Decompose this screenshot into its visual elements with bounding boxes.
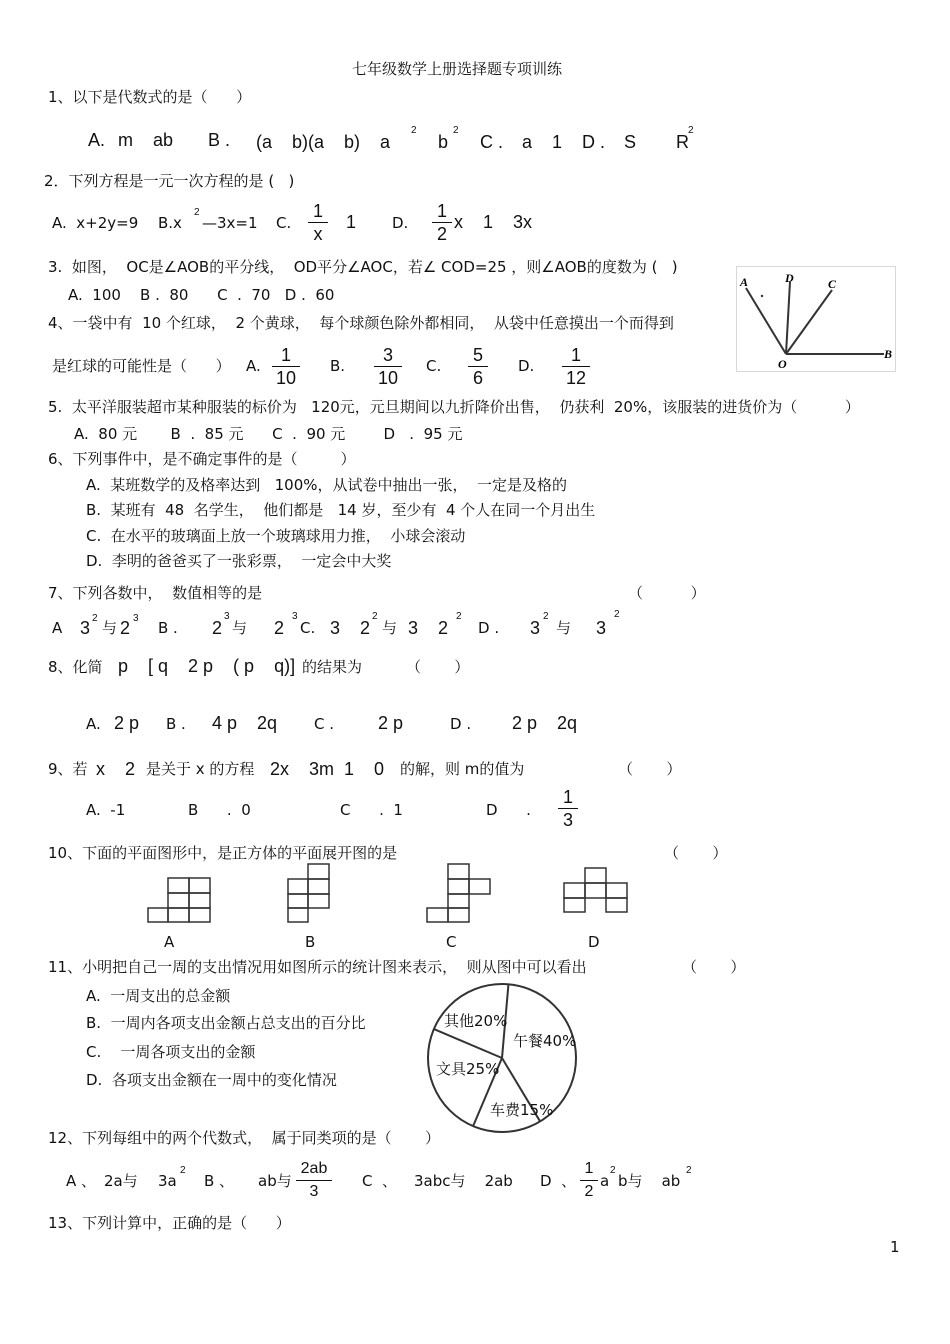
q12-d-label: D 、	[540, 1172, 577, 1190]
q3-figure-border	[737, 267, 896, 372]
q12-b-denominator: 3	[309, 1183, 319, 1200]
pie-label-stationery-name: 文具	[436, 1060, 467, 1078]
q6-option-b: B. 某班有 48 名学生， 他们都是 14 岁，至少有 4 个人在同一个月出生	[86, 501, 596, 519]
q1-c-expr: a 1	[522, 132, 563, 152]
q4-c-denominator: 6	[472, 368, 483, 388]
net-a-cell	[168, 878, 189, 893]
q3-dot	[761, 295, 763, 297]
q1-b-exp1: 2	[411, 125, 417, 136]
q12-c-terms: 3abc与 2ab	[414, 1172, 513, 1190]
q1-d-expr: S R	[624, 132, 690, 152]
net-c-cell	[448, 894, 469, 908]
q2-option-c-fraction	[308, 201, 328, 244]
net-b-cell	[288, 908, 308, 922]
q4-c-numerator: 5	[472, 345, 483, 365]
q8-a-expr: 2 p	[114, 713, 140, 733]
q11-option-a: A. 一周支出的总金额	[86, 987, 231, 1005]
q8-answer-paren: （ ）	[406, 658, 470, 676]
q12-b-label: B 、	[204, 1172, 235, 1190]
q9-d-numerator: 1	[562, 787, 573, 807]
q7-a-base1: 3	[80, 618, 91, 638]
q7-a-base2: 2	[120, 618, 131, 638]
q12-d-term2: b与 ab	[618, 1172, 681, 1190]
q7-c-expr2: 3 2	[408, 618, 449, 638]
q1-b-exp2: 2	[453, 125, 459, 136]
q7-a-mid: 与	[102, 619, 118, 637]
q4-option-c-fraction	[468, 345, 488, 388]
net-c-cell	[448, 864, 469, 879]
q7-a-label: A	[52, 619, 63, 637]
q9-stem-pre: 9、若	[48, 760, 88, 778]
q12-c-label: C 、	[362, 1172, 398, 1190]
q4-a-numerator: 1	[280, 345, 291, 365]
q2-option-b-base: B.x	[158, 214, 182, 232]
q11-option-d: D. 各项支出金额在一周中的变化情况	[86, 1071, 337, 1089]
net-d-cell	[585, 883, 606, 898]
q12-d-exp1: 2	[610, 1165, 616, 1176]
pie-label-fare	[490, 1101, 553, 1119]
q7-b-mid: 与	[232, 619, 248, 637]
net-c-cell	[469, 879, 490, 894]
pie-label-lunch-value: 40%	[543, 1032, 577, 1050]
q7-c-label: C.	[300, 619, 316, 637]
q8-d-label: D .	[450, 715, 472, 733]
q7-d-base1: 3	[530, 618, 541, 638]
q4-d-numerator: 1	[570, 345, 581, 365]
q9-option-a: A. -1	[86, 801, 126, 819]
q9-d-denominator: 3	[562, 810, 573, 830]
net-d-cell	[564, 883, 585, 898]
q9-stem-mid: 是关于 x 的方程	[146, 760, 255, 778]
net-a-cell	[189, 878, 210, 893]
q4-b-numerator: 3	[382, 345, 393, 365]
q11-stem: 11、小明把自己一周的支出情况用如图所示的统计图来表示， 则从图中可以看出	[48, 958, 587, 976]
q4-option-c-label: C.	[426, 357, 442, 375]
net-d-cell	[564, 898, 585, 912]
q4-option-d-fraction	[562, 345, 590, 388]
q9-option-d-label: D .	[486, 801, 531, 819]
q7-b-exp2: 3	[292, 611, 298, 622]
q2-option-b-rest: —3x=1	[202, 214, 258, 232]
q6-option-a: A. 某班数学的及格率达到 100%，从试卷中抽出一张， 一定是及格的	[86, 476, 568, 494]
q1-a-expr: m ab	[118, 130, 174, 150]
q8-d-expr: 2 p 2q	[512, 713, 578, 733]
q7-d-label: D .	[478, 619, 500, 637]
q4-b-denominator: 10	[377, 368, 399, 388]
q2-option-d-rest: x 1 3x	[454, 212, 533, 232]
q7-stem: 7、下列各数中， 数值相等的是	[48, 584, 263, 602]
q7-a-exp2: 3	[133, 613, 139, 624]
net-b-cell	[308, 864, 329, 879]
cube-net-c	[424, 862, 494, 924]
q2-option-c-rest: 1	[346, 212, 357, 232]
q4-option-b-fraction	[374, 345, 402, 388]
q8-stem-expr: p [ q 2 p ( p q)]	[118, 656, 296, 676]
point-a-label: A	[740, 275, 749, 289]
q12-d-fraction	[580, 1159, 598, 1202]
q13-stem: 13、下列计算中，正确的是（ ）	[48, 1214, 291, 1232]
q2-d-denominator: 2	[436, 224, 447, 244]
q7-c-mid: 与	[382, 619, 398, 637]
q9-stem-x: x 2	[96, 759, 136, 779]
q7-d-mid: 与	[556, 619, 572, 637]
q1-b-expr2: b	[438, 132, 449, 152]
q12-d-numerator: 1	[584, 1160, 594, 1177]
net-d-cell	[606, 883, 627, 898]
q1-d-exp: 2	[688, 125, 694, 136]
q9-answer-paren: （ ）	[618, 760, 682, 778]
q9-option-d-fraction	[558, 787, 578, 830]
pie-label-other-value: 20%	[474, 1012, 508, 1030]
q11-answer-paren: （ ）	[682, 958, 746, 976]
q1-b-label: B .	[208, 130, 231, 150]
q7-a-exp1: 2	[92, 613, 98, 624]
q4-option-d-label: D.	[518, 357, 535, 375]
q10-label-d: D	[588, 933, 600, 951]
q1-c-label: C .	[480, 132, 504, 152]
q3-stem: 3. 如图， OC是∠AOB的平分线， OD平分∠AOC，若∠ COD=25 ，则∠AOB的度数为 ( )	[48, 258, 678, 276]
q1-d-label: D .	[582, 132, 606, 152]
q7-c-exp1: 2	[372, 611, 378, 622]
q2-stem: 2．下列方程是一元一次方程的是 ( )	[44, 172, 295, 190]
net-c-cell	[427, 908, 448, 922]
q8-stem-post: 的结果为	[302, 658, 363, 676]
q8-a-label: A.	[86, 715, 101, 733]
q3-options: A. 100 B . 80 C . 70 D . 60	[68, 286, 335, 304]
pie-label-fare-name: 车费	[490, 1101, 521, 1119]
pie-label-other-name: 其他	[444, 1012, 475, 1030]
net-a-cell	[148, 908, 168, 922]
q4-stem: 4、一袋中有 10 个红球， 2 个黄球， 每个球颜色除外都相同， 从袋中任意摸出一个而得到	[48, 314, 674, 332]
pie-label-stationery	[436, 1060, 499, 1078]
q7-c-expr1: 3 2	[330, 618, 371, 638]
q4-d-denominator: 12	[565, 368, 587, 388]
net-d-cell	[585, 868, 606, 883]
q6-option-c: C. 在水平的玻璃面上放一个玻璃球用力推， 小球会滚动	[86, 527, 466, 545]
q7-c-exp2: 2	[456, 611, 462, 622]
q9-stem-eq: 2x 3m 1 0	[270, 759, 385, 779]
page-number: 1	[890, 1238, 900, 1256]
q2-option-d-fraction	[432, 201, 452, 244]
q12-a-term1: 2a与	[104, 1172, 138, 1190]
q4-a-denominator: 10	[275, 368, 297, 388]
pie-label-fare-value: 15%	[520, 1101, 554, 1119]
q12-d-term1: a	[600, 1172, 610, 1190]
q2-c-denominator: x	[313, 224, 323, 244]
net-a-cell	[168, 893, 189, 908]
q8-c-expr: 2 p	[378, 713, 404, 733]
q9-option-c: C . 1	[340, 801, 403, 819]
net-d-cell	[606, 898, 627, 912]
q12-b-fraction	[296, 1159, 332, 1202]
net-b-cell	[308, 894, 329, 908]
q1-stem: 1、以下是代数式的是（ ）	[48, 88, 252, 106]
q2-option-c-label: C.	[276, 214, 292, 232]
q7-b-exp1: 3	[224, 611, 230, 622]
q8-b-label: B .	[166, 715, 186, 733]
q7-b-base2: 2	[274, 618, 285, 638]
q7-d-exp2: 2	[614, 609, 620, 620]
q4-option-a-label: A.	[246, 357, 261, 375]
q7-b-label: B .	[158, 619, 178, 637]
point-b-label: B	[884, 347, 893, 361]
q9-option-b: B . 0	[188, 801, 251, 819]
q4-option-a-fraction	[272, 345, 300, 388]
cube-net-a	[146, 876, 218, 924]
q12-a-label: A 、	[66, 1172, 97, 1190]
q9-stem-post: 的解，则 m的值为	[400, 760, 525, 778]
net-a-cell	[189, 893, 210, 908]
q12-a-exp: 2	[180, 1165, 186, 1176]
q11-option-b: B. 一周内各项支出金额占总支出的百分比	[86, 1014, 366, 1032]
point-o-label: O	[778, 357, 787, 371]
net-b-cell	[288, 879, 308, 894]
page-title: 七年级数学上册选择题专项训练	[352, 60, 563, 78]
q1-a-label: A.	[88, 130, 106, 150]
q10-answer-paren: （ ）	[664, 844, 728, 862]
q7-answer-paren: （ ）	[628, 584, 706, 602]
pie-label-stationery-value: 25%	[466, 1060, 500, 1078]
net-b-cell	[308, 879, 329, 894]
q11-option-c: C. 一周各项支出的金额	[86, 1043, 256, 1061]
q5-options: A. 80 元 B . 85 元 C . 90 元 D . 95 元	[74, 425, 463, 443]
cube-net-b	[286, 862, 334, 924]
net-c-cell	[448, 908, 469, 922]
pie-label-lunch	[513, 1032, 576, 1050]
q5-stem: 5. 太平洋服装超市某种服装的标价为 120元，元旦期间以九折降价出售， 仍获利 20%，该服装的进货价为（ ）	[48, 398, 860, 416]
q7-d-base2: 3	[596, 618, 607, 638]
q3-angle-figure	[736, 266, 896, 372]
q7-d-exp1: 2	[543, 611, 549, 622]
q2-c-numerator: 1	[312, 201, 323, 221]
q6-option-d: D. 李明的爸爸买了一张彩票， 一定会中大奖	[86, 552, 392, 570]
q2-option-d-label: D.	[392, 214, 409, 232]
q4-option-b-label: B.	[330, 357, 346, 375]
q12-stem: 12、下列每组中的两个代数式， 属于同类项的是（ ）	[48, 1129, 441, 1147]
q6-stem: 6、下列事件中，是不确定事件的是（ ）	[48, 450, 356, 468]
ray-od	[786, 282, 790, 354]
q8-stem-pre: 8、化简	[48, 658, 103, 676]
q7-b-base1: 2	[212, 618, 223, 638]
q4-stem-line2: 是红球的可能性是（ ）	[52, 357, 231, 375]
net-a-cell	[189, 908, 210, 922]
pie-label-other	[444, 1012, 507, 1030]
q2-option-b-exp: 2	[194, 207, 200, 218]
pie-label-lunch-name: 午餐	[513, 1032, 544, 1050]
cube-net-d	[562, 866, 632, 914]
q2-option-a: A. x+2y=9	[52, 214, 139, 232]
net-c-cell	[448, 879, 469, 894]
q12-d-denominator: 2	[584, 1183, 594, 1200]
q12-b-term1: ab与	[258, 1172, 292, 1190]
q12-a-term2: 3a	[158, 1172, 177, 1190]
ray-oc	[786, 290, 832, 354]
net-b-cell	[288, 894, 308, 908]
q10-label-c: C	[446, 933, 457, 951]
q8-c-label: C .	[314, 715, 335, 733]
q8-b-expr: 4 p 2q	[212, 713, 278, 733]
q12-d-exp2: 2	[686, 1165, 692, 1176]
point-c-label: C	[828, 277, 837, 291]
q1-b-expr: (a b)(a b) a	[256, 132, 391, 152]
q2-d-numerator: 1	[436, 201, 447, 221]
q12-b-numerator: 2ab	[300, 1160, 328, 1177]
q10-label-a: A	[164, 933, 175, 951]
q10-label-b: B	[305, 933, 316, 951]
net-a-cell	[168, 908, 189, 922]
ray-oa	[746, 288, 786, 354]
q10-stem: 10、下面的平面图形中，是正方体的平面展开图的是	[48, 844, 398, 862]
point-d-label: D	[785, 271, 794, 285]
